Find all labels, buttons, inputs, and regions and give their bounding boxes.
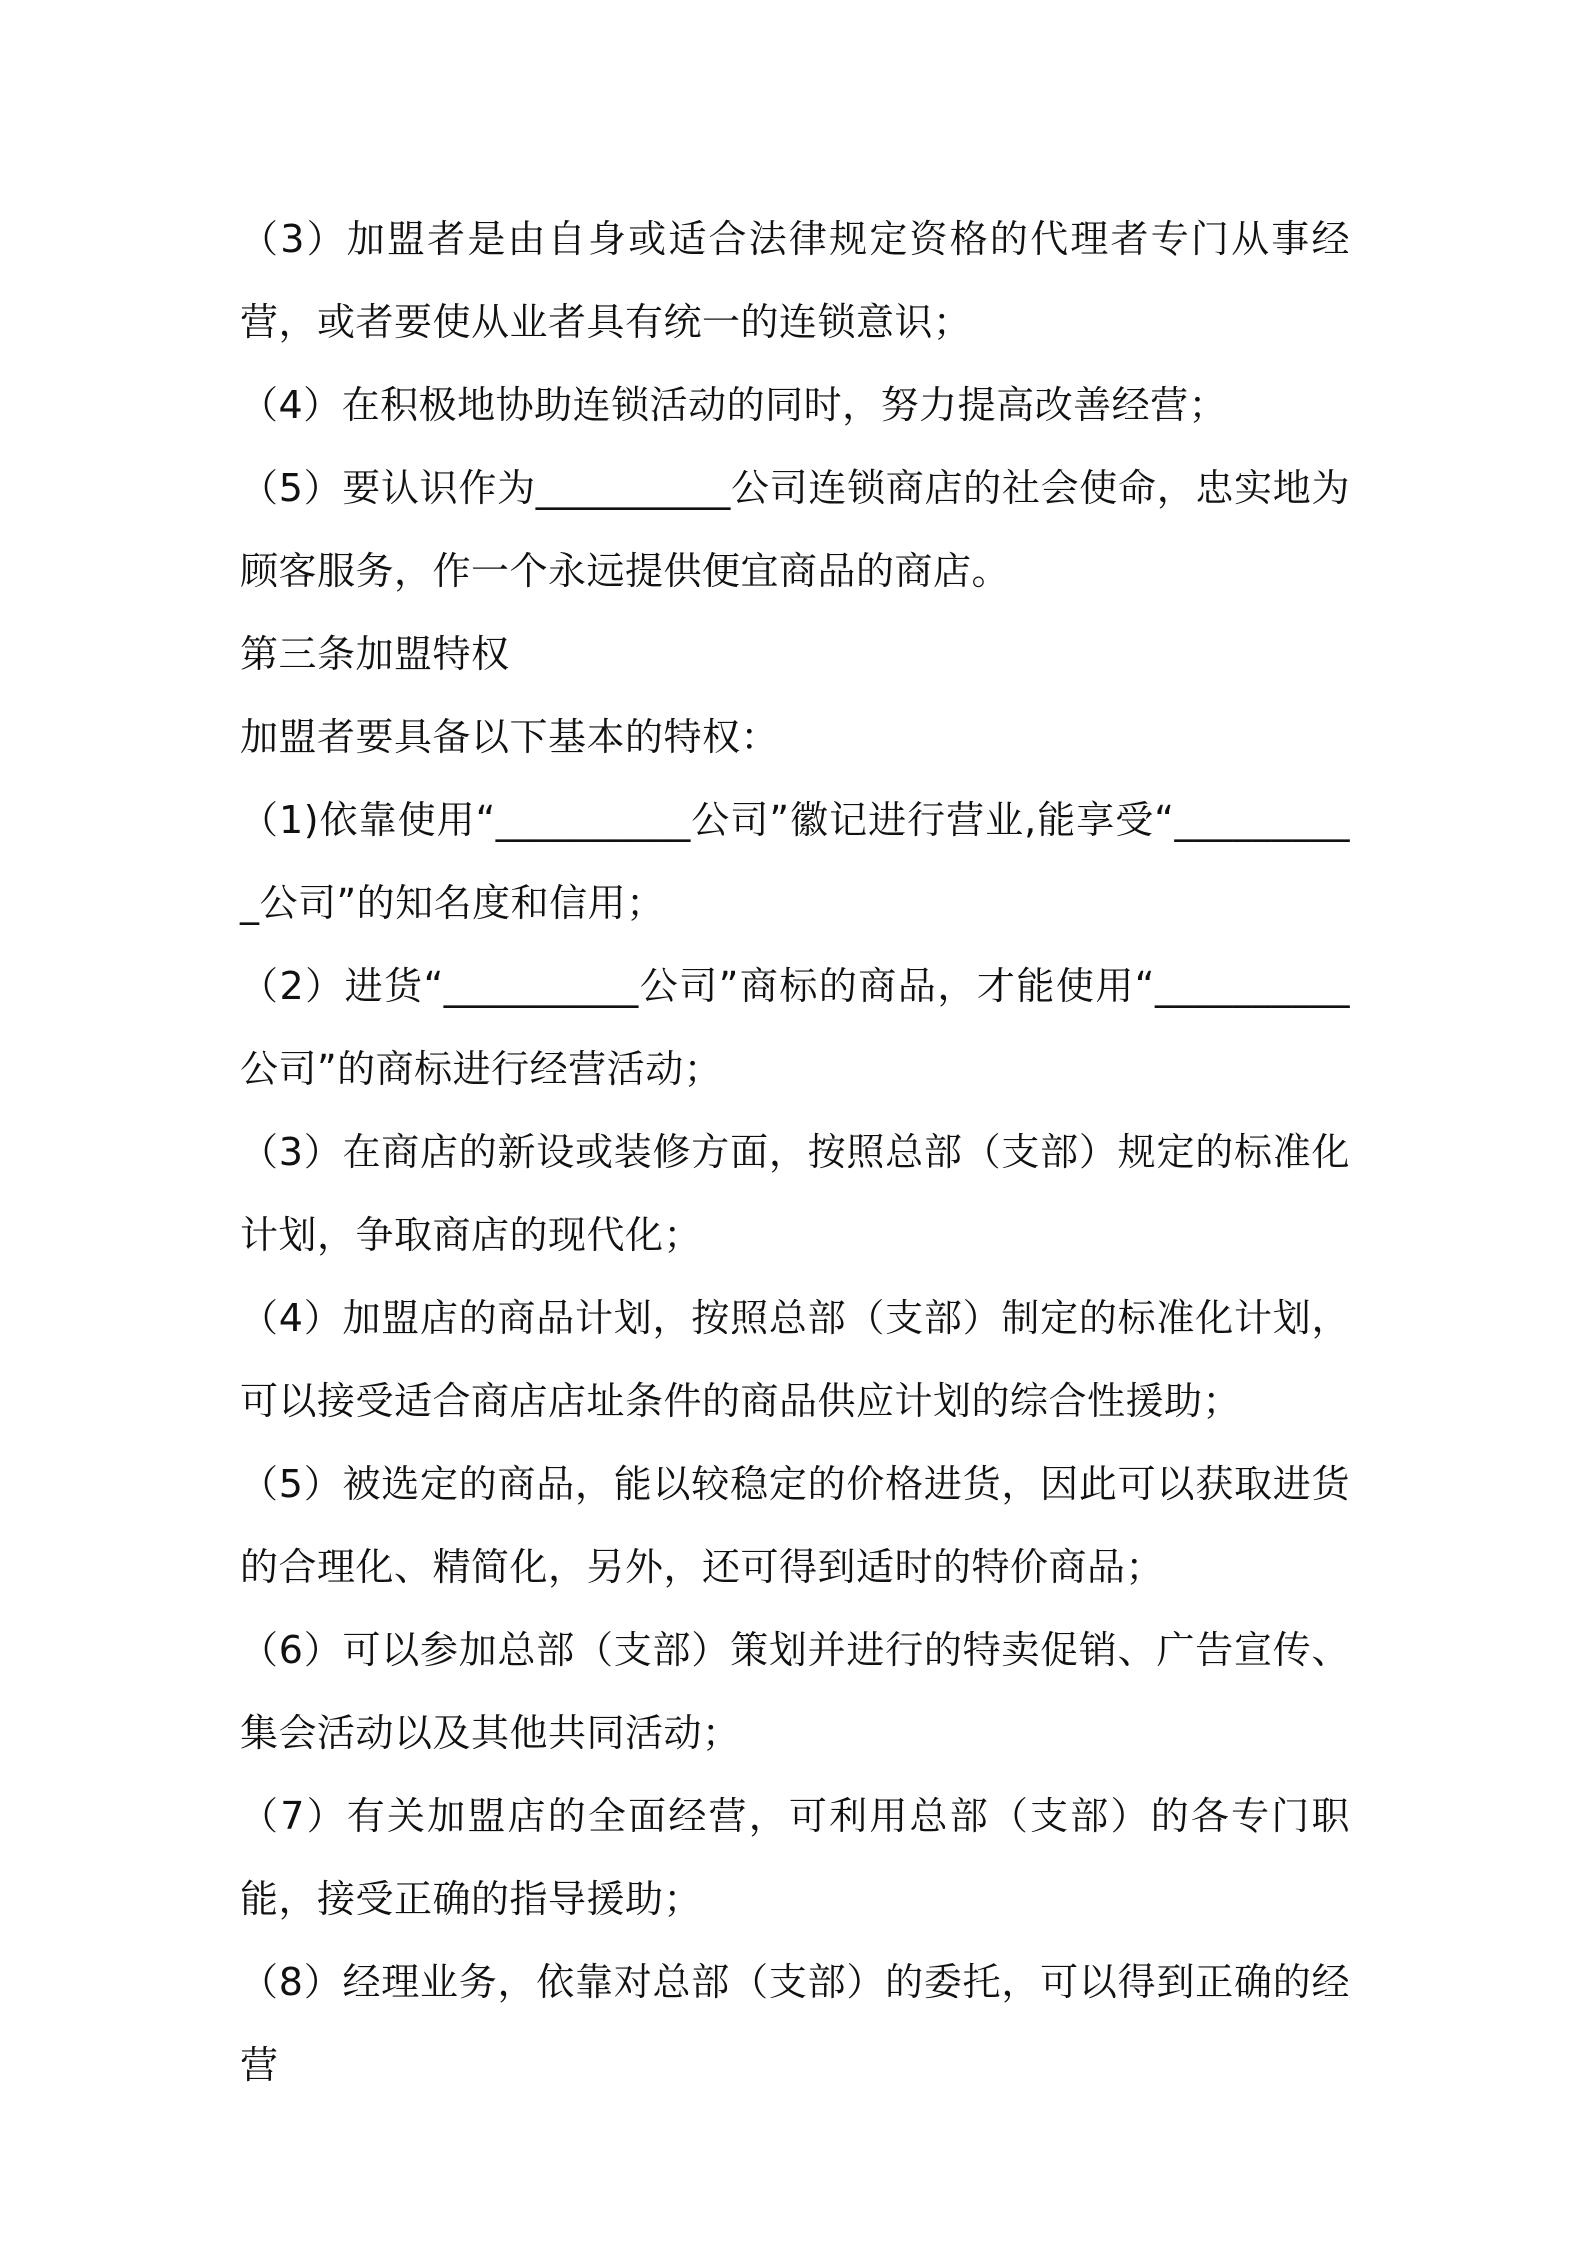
section-heading: 第三条加盟特权: [240, 632, 510, 676]
privilege-5-paragraph: （5）被选定的商品，能以较稳定的价格进货，因此可以获取进货的合理化、精简化，另外，还可得到适时的特价商品；: [240, 1462, 1350, 1589]
privilege-8-paragraph: （8）经理业务，依靠对总部（支部）的委托，可以得到正确的经营: [240, 1960, 1350, 2087]
clause-3-paragraph: （3）加盟者是由自身或适合法律规定资格的代理者专门从事经营，或者要使从业者具有统一的连锁意识；: [240, 217, 1350, 344]
privilege-1-paragraph: （1)依靠使用“__________公司”徽记进行营业,能享受“__________公司”的知名度和信用；: [240, 798, 1350, 925]
clause-4-paragraph: （4）在积极地协助连锁活动的同时，努力提高改善经营；: [240, 383, 1228, 427]
privilege-6-paragraph: （6）可以参加总部（支部）策划并进行的特卖促销、广告宣传、集会活动以及其他共同活动；: [240, 1628, 1350, 1755]
privilege-3-paragraph: （3）在商店的新设或装修方面，按照总部（支部）规定的标准化计划，争取商店的现代化；: [240, 1130, 1350, 1257]
privilege-4-paragraph: （4）加盟店的商品计划，按照总部（支部）制定的标准化计划，可以接受适合商店店址条件的商品供应计划的综合性援助；: [240, 1296, 1350, 1423]
privilege-7-paragraph: （7）有关加盟店的全面经营，可利用总部（支部）的各专门职能，接受正确的指导援助；: [240, 1794, 1350, 1921]
document-body: [240, 198, 1350, 2107]
privilege-2-paragraph: （2）进货“__________公司”商标的商品，才能使用“__________公司”的商标进行经营活动；: [240, 964, 1350, 1091]
section-intro: 加盟者要具备以下基本的特权：: [240, 715, 780, 759]
clause-5-paragraph: （5）要认识作为__________公司连锁商店的社会使命，忠实地为顾客服务，作一个永远提供便宜商品的商店。: [240, 466, 1350, 593]
